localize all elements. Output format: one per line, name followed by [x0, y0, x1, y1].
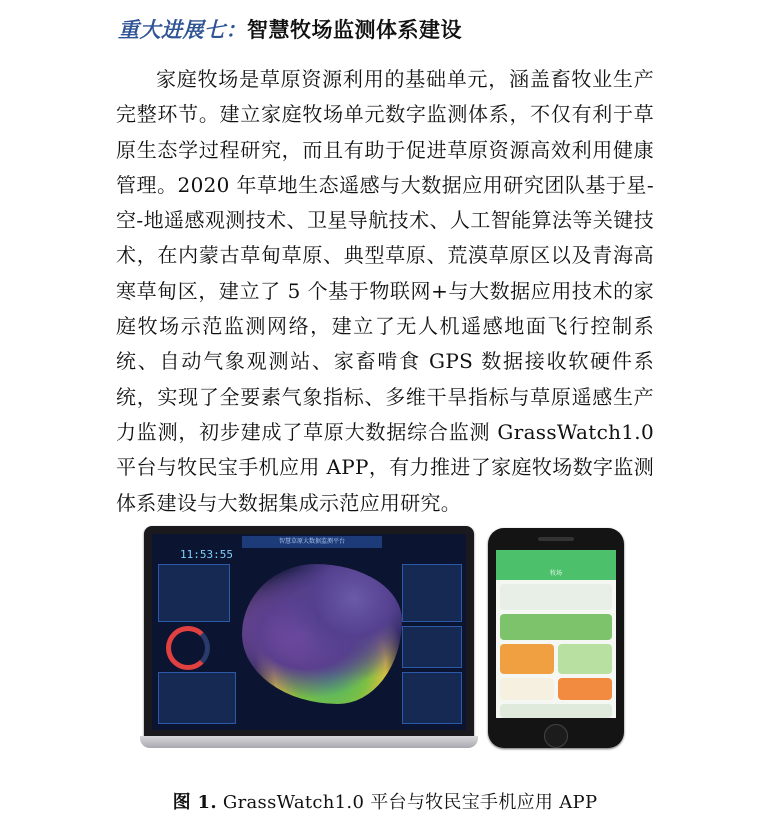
- phone-mockup: [488, 528, 624, 748]
- section-heading: [118, 14, 462, 44]
- app-status-bar: [496, 550, 616, 568]
- phone-home-button: [544, 724, 568, 748]
- heading-title: 智慧牧场监测体系建设: [247, 18, 462, 42]
- table-panel: [158, 672, 236, 724]
- dashboard-clock: 11:53:55: [180, 548, 233, 561]
- dashboard-title: 智慧草原大数据监测平台: [242, 536, 382, 548]
- china-map-graphic: [242, 564, 402, 704]
- app-card: [500, 614, 612, 640]
- app-card: [500, 678, 554, 700]
- heading-lead: 重大进展七：: [118, 18, 247, 42]
- dashboard-screenshot: [152, 534, 466, 730]
- list-panel: [402, 672, 462, 724]
- phone-speaker: [538, 537, 574, 541]
- app-screenshot: [496, 550, 616, 718]
- app-card: [500, 704, 612, 718]
- app-title: 牧场: [496, 568, 616, 580]
- app-card: [558, 678, 612, 700]
- app-card: [500, 644, 554, 674]
- weather-panel: [402, 626, 462, 668]
- laptop-base: [140, 736, 478, 748]
- caption-label: 图 1.: [172, 792, 217, 813]
- figure-caption: [0, 788, 770, 814]
- chart-panel: [402, 564, 462, 622]
- donut-chart-graphic: [166, 626, 210, 670]
- stats-panel: [158, 564, 230, 622]
- figure-image: [140, 526, 660, 756]
- body-paragraph: 家庭牧场是草原资源利用的基础单元，涵盖畜牧业生产完整环节。建立家庭牧场单元数字监测体系，不仅有利于草原生态学过程研究，而且有助于促进草原资源高效利用健康管理。2020 年草地生态遥感与大数据应用研究团队基于星-空-地遥感观测技术、卫星导航技术、人工智能算法等关键技术，在内蒙古草甸草原、典型草原、荒漠草原区以及青海高寒草甸区，建立了 5 个基于物联网+与大数据应用技术的家庭牧场示范监测网络，建立了无人机遥感地面飞行控制系统、自动气象观测站、家畜啃食 GPS 数据接收软硬件系统，实现了全要素气象指标、多维干旱指标与草原遥感生产力监测，初步建成了草原大数据综合监测 GrassWatch1.0 平台与牧民宝手机应用 APP，有力推进了家庭牧场数字监测体系建设与大数据集成示范应用研究。: [116, 67, 654, 515]
- laptop-mockup: [144, 526, 474, 738]
- caption-text: GrassWatch1.0 平台与牧民宝手机应用 APP: [216, 792, 598, 813]
- app-card: [500, 584, 612, 610]
- app-card: [558, 644, 612, 674]
